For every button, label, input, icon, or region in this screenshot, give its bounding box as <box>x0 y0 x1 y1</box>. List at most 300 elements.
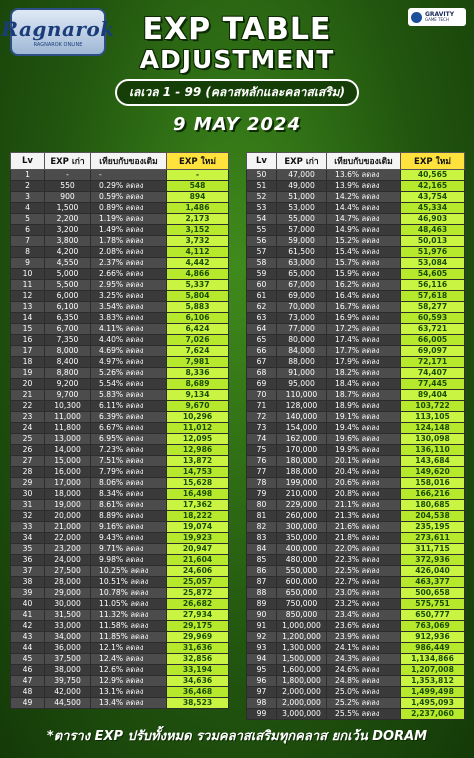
new-exp-cell: 500,658 <box>401 588 465 599</box>
level-cell: 76 <box>247 456 277 467</box>
old-exp-cell: 1,000,000 <box>277 621 327 632</box>
old-exp-cell: 61,500 <box>277 247 327 258</box>
table-row <box>11 676 229 687</box>
table-row <box>247 390 465 401</box>
level-cell: 49 <box>11 698 45 709</box>
new-exp-cell: 57,618 <box>401 291 465 302</box>
change-cell: 17.7% ลดลง <box>327 346 401 357</box>
change-cell: 11.05% ลดลง <box>91 599 167 610</box>
level-cell: 96 <box>247 676 277 687</box>
table-row <box>11 500 229 511</box>
new-exp-cell: 235,195 <box>401 522 465 533</box>
table-row <box>11 555 229 566</box>
old-exp-cell: 9,700 <box>45 390 91 401</box>
old-exp-cell: 229,000 <box>277 500 327 511</box>
change-cell: 3.54% ลดลง <box>91 302 167 313</box>
level-cell: 56 <box>247 236 277 247</box>
old-exp-cell: 650,000 <box>277 588 327 599</box>
header-old-exp: EXP เก่า <box>277 153 327 170</box>
change-cell: 2.95% ลดลง <box>91 280 167 291</box>
level-cell: 61 <box>247 291 277 302</box>
table-row <box>247 302 465 313</box>
change-cell: 14.9% ลดลง <box>327 225 401 236</box>
change-cell: 8.89% ลดลง <box>91 511 167 522</box>
new-exp-cell: 21,604 <box>167 555 229 566</box>
change-cell: 7.79% ลดลง <box>91 467 167 478</box>
new-exp-cell: 89,404 <box>401 390 465 401</box>
new-exp-cell: 50,013 <box>401 236 465 247</box>
table-row <box>247 280 465 291</box>
change-cell: 25.0% ลดลง <box>327 687 401 698</box>
old-exp-cell: 38,000 <box>45 665 91 676</box>
new-exp-cell: 25,872 <box>167 588 229 599</box>
level-cell: 81 <box>247 511 277 522</box>
new-exp-cell: 463,377 <box>401 577 465 588</box>
level-cell: 6 <box>11 225 45 236</box>
old-exp-cell: 53,000 <box>277 203 327 214</box>
level-cell: 68 <box>247 368 277 379</box>
change-cell: 23.6% ลดลง <box>327 621 401 632</box>
table-row <box>247 192 465 203</box>
change-cell: 14.2% ลดลง <box>327 192 401 203</box>
old-exp-cell: 550,000 <box>277 566 327 577</box>
new-exp-cell: 912,936 <box>401 632 465 643</box>
level-cell: 28 <box>11 467 45 478</box>
table-row <box>247 632 465 643</box>
change-cell: 5.54% ลดลง <box>91 379 167 390</box>
old-exp-cell: 65,000 <box>277 269 327 280</box>
change-cell: 16.4% ลดลง <box>327 291 401 302</box>
change-cell: 2.08% ลดลง <box>91 247 167 258</box>
level-cell: 45 <box>11 654 45 665</box>
table-row <box>11 643 229 654</box>
change-cell: 12.1% ลดลง <box>91 643 167 654</box>
new-exp-cell: 19,923 <box>167 533 229 544</box>
old-exp-cell: 400,000 <box>277 544 327 555</box>
new-exp-cell: 986,449 <box>401 643 465 654</box>
table-row <box>247 654 465 665</box>
change-cell: 18.9% ลดลง <box>327 401 401 412</box>
old-exp-cell: 67,000 <box>277 280 327 291</box>
gravity-name: GRAVITY <box>425 11 455 18</box>
new-exp-cell: 2,237,060 <box>401 709 465 720</box>
new-exp-cell: 6,106 <box>167 313 229 324</box>
old-exp-cell: 8,800 <box>45 368 91 379</box>
old-exp-cell: 6,700 <box>45 324 91 335</box>
new-exp-cell: 51,976 <box>401 247 465 258</box>
old-exp-cell: 29,000 <box>45 588 91 599</box>
old-exp-cell: 11,000 <box>45 412 91 423</box>
new-exp-cell: 24,606 <box>167 566 229 577</box>
change-cell: 9.71% ลดลง <box>91 544 167 555</box>
table-row <box>11 544 229 555</box>
level-cell: 14 <box>11 313 45 324</box>
new-exp-cell: 27,934 <box>167 610 229 621</box>
old-exp-cell: 23,200 <box>45 544 91 555</box>
new-exp-cell: 372,936 <box>401 555 465 566</box>
new-exp-cell: 32,856 <box>167 654 229 665</box>
new-exp-cell: 4,442 <box>167 258 229 269</box>
table-row <box>247 423 465 434</box>
change-cell: 7.23% ลดลง <box>91 445 167 456</box>
level-cell: 57 <box>247 247 277 258</box>
old-exp-cell: 21,000 <box>45 522 91 533</box>
new-exp-cell: 130,098 <box>401 434 465 445</box>
header-old-exp: EXP เก่า <box>45 153 91 170</box>
footnote: *ตาราง EXP ปรับทั้งหมด รวมคลาสเสริมทุกคลาส ยกเว้น DORAM <box>46 729 428 744</box>
old-exp-cell: 4,200 <box>45 247 91 258</box>
old-exp-cell: 5,500 <box>45 280 91 291</box>
table-row <box>11 467 229 478</box>
level-cell: 99 <box>247 709 277 720</box>
level-cell: 54 <box>247 214 277 225</box>
old-exp-cell: 188,000 <box>277 467 327 478</box>
table-row <box>11 489 229 500</box>
new-exp-cell: 204,538 <box>401 511 465 522</box>
change-cell: 18.2% ลดลง <box>327 368 401 379</box>
level-cell: 48 <box>11 687 45 698</box>
change-cell: 10.78% ลดลง <box>91 588 167 599</box>
table-row <box>247 676 465 687</box>
old-exp-cell: 260,000 <box>277 511 327 522</box>
old-exp-cell: 14,000 <box>45 445 91 456</box>
level-cell: 3 <box>11 192 45 203</box>
old-exp-cell: - <box>45 170 91 181</box>
old-exp-cell: 210,000 <box>277 489 327 500</box>
change-cell: 17.9% ลดลง <box>327 357 401 368</box>
new-exp-cell: 31,636 <box>167 643 229 654</box>
table-row <box>11 236 229 247</box>
new-exp-cell: 54,605 <box>401 269 465 280</box>
change-cell: 24.8% ลดลง <box>327 676 401 687</box>
level-cell: 78 <box>247 478 277 489</box>
level-cell: 39 <box>11 588 45 599</box>
table-row <box>247 247 465 258</box>
new-exp-cell: 763,069 <box>401 621 465 632</box>
level-cell: 5 <box>11 214 45 225</box>
new-exp-cell: 3,152 <box>167 225 229 236</box>
level-cell: 89 <box>247 599 277 610</box>
level-cell: 42 <box>11 621 45 632</box>
change-cell: 3.83% ลดลง <box>91 313 167 324</box>
old-exp-cell: 110,000 <box>277 390 327 401</box>
change-cell: 4.11% ลดลง <box>91 324 167 335</box>
level-cell: 71 <box>247 401 277 412</box>
change-cell: 9.16% ลดลง <box>91 522 167 533</box>
old-exp-cell: 47,000 <box>277 170 327 181</box>
level-cell: 29 <box>11 478 45 489</box>
change-cell: 24.6% ลดลง <box>327 665 401 676</box>
old-exp-cell: 22,000 <box>45 533 91 544</box>
level-cell: 38 <box>11 577 45 588</box>
header-compare: เทียบกับของเดิม <box>91 153 167 170</box>
old-exp-cell: 3,000,000 <box>277 709 327 720</box>
new-exp-cell: 113,105 <box>401 412 465 423</box>
new-exp-cell: 273,611 <box>401 533 465 544</box>
change-cell: - <box>91 170 167 181</box>
level-cell: 41 <box>11 610 45 621</box>
new-exp-cell: 10,296 <box>167 412 229 423</box>
new-exp-cell: 38,523 <box>167 698 229 709</box>
new-exp-cell: 58,277 <box>401 302 465 313</box>
change-cell: 13.4% ลดลง <box>91 698 167 709</box>
table-row <box>11 401 229 412</box>
change-cell: 19.4% ลดลง <box>327 423 401 434</box>
new-exp-cell: 7,981 <box>167 357 229 368</box>
old-exp-cell: 8,000 <box>45 346 91 357</box>
change-cell: 13.6% ลดลง <box>327 170 401 181</box>
new-exp-cell: 56,116 <box>401 280 465 291</box>
level-cell: 35 <box>11 544 45 555</box>
change-cell: 6.11% ลดลง <box>91 401 167 412</box>
new-exp-cell: 7,624 <box>167 346 229 357</box>
level-cell: 50 <box>247 170 277 181</box>
table-row <box>247 313 465 324</box>
table-row <box>247 335 465 346</box>
old-exp-cell: 55,000 <box>277 214 327 225</box>
level-cell: 21 <box>11 390 45 401</box>
table-row <box>247 566 465 577</box>
level-cell: 11 <box>11 280 45 291</box>
title-block <box>0 11 474 135</box>
old-exp-cell: 2,000,000 <box>277 687 327 698</box>
change-cell: 4.69% ลดลง <box>91 346 167 357</box>
new-exp-cell: 143,684 <box>401 456 465 467</box>
change-cell: 9.43% ลดลง <box>91 533 167 544</box>
table-row <box>11 478 229 489</box>
level-cell: 60 <box>247 280 277 291</box>
header-new-exp: EXP ใหม่ <box>401 153 465 170</box>
level-cell: 15 <box>11 324 45 335</box>
table-row <box>247 533 465 544</box>
old-exp-cell: 28,000 <box>45 577 91 588</box>
new-exp-cell: 1,486 <box>167 203 229 214</box>
new-exp-cell: 36,468 <box>167 687 229 698</box>
table-row <box>247 269 465 280</box>
new-exp-cell: 20,947 <box>167 544 229 555</box>
old-exp-cell: 2,000,000 <box>277 698 327 709</box>
level-cell: 77 <box>247 467 277 478</box>
change-cell: 17.4% ลดลง <box>327 335 401 346</box>
change-cell: 16.7% ลดลง <box>327 302 401 313</box>
old-exp-cell: 77,000 <box>277 324 327 335</box>
header-lv: Lv <box>247 153 277 170</box>
table-row <box>11 390 229 401</box>
old-exp-cell: 95,000 <box>277 379 327 390</box>
level-cell: 69 <box>247 379 277 390</box>
table-row <box>247 225 465 236</box>
level-cell: 88 <box>247 588 277 599</box>
table-row <box>247 522 465 533</box>
change-cell: 11.85% ลดลง <box>91 632 167 643</box>
old-exp-cell: 300,000 <box>277 522 327 533</box>
old-exp-cell: 3,800 <box>45 236 91 247</box>
old-exp-cell: 18,000 <box>45 489 91 500</box>
old-exp-cell: 2,200 <box>45 214 91 225</box>
change-cell: 2.37% ลดลง <box>91 258 167 269</box>
level-cell: 98 <box>247 698 277 709</box>
new-exp-cell: 1,134,866 <box>401 654 465 665</box>
table-row <box>247 577 465 588</box>
change-cell: 6.95% ลดลง <box>91 434 167 445</box>
table-row <box>11 522 229 533</box>
table-row <box>11 214 229 225</box>
change-cell: 4.97% ลดลง <box>91 357 167 368</box>
level-cell: 58 <box>247 258 277 269</box>
new-exp-cell: 9,134 <box>167 390 229 401</box>
new-exp-cell: 7,026 <box>167 335 229 346</box>
change-cell: 20.6% ลดลง <box>327 478 401 489</box>
announcement-date: 9 MAY 2024 <box>173 114 301 135</box>
new-exp-cell: 77,445 <box>401 379 465 390</box>
level-cell: 18 <box>11 357 45 368</box>
level-cell: 90 <box>247 610 277 621</box>
table-row <box>247 236 465 247</box>
new-exp-cell: 19,074 <box>167 522 229 533</box>
old-exp-cell: 1,800,000 <box>277 676 327 687</box>
level-cell: 94 <box>247 654 277 665</box>
table-row <box>247 203 465 214</box>
old-exp-cell: 600,000 <box>277 577 327 588</box>
level-cell: 80 <box>247 500 277 511</box>
change-cell: 2.66% ลดลง <box>91 269 167 280</box>
old-exp-cell: 24,000 <box>45 555 91 566</box>
change-cell: 15.9% ลดลง <box>327 269 401 280</box>
table-row <box>247 170 465 181</box>
old-exp-cell: 140,000 <box>277 412 327 423</box>
change-cell: 24.3% ลดลง <box>327 654 401 665</box>
old-exp-cell: 550 <box>45 181 91 192</box>
table-row <box>247 346 465 357</box>
change-cell: 14.7% ลดลง <box>327 214 401 225</box>
level-cell: 32 <box>11 511 45 522</box>
table-row <box>11 170 229 181</box>
level-cell: 66 <box>247 346 277 357</box>
level-cell: 46 <box>11 665 45 676</box>
change-cell: 23.9% ลดลง <box>327 632 401 643</box>
old-exp-cell: 16,000 <box>45 467 91 478</box>
new-exp-cell: 8,689 <box>167 379 229 390</box>
level-cell: 47 <box>11 676 45 687</box>
level-cell: 19 <box>11 368 45 379</box>
old-exp-cell: 11,800 <box>45 423 91 434</box>
table-row <box>11 588 229 599</box>
old-exp-cell: 88,000 <box>277 357 327 368</box>
change-cell: 6.67% ลดลง <box>91 423 167 434</box>
table-row <box>11 357 229 368</box>
table-row <box>247 434 465 445</box>
level-cell: 36 <box>11 555 45 566</box>
change-cell: 9.98% ลดลง <box>91 555 167 566</box>
level-cell: 62 <box>247 302 277 313</box>
new-exp-cell: 548 <box>167 181 229 192</box>
new-exp-cell: 426,040 <box>401 566 465 577</box>
level-cell: 20 <box>11 379 45 390</box>
old-exp-cell: 37,500 <box>45 654 91 665</box>
table-row <box>11 368 229 379</box>
old-exp-cell: 900 <box>45 192 91 203</box>
old-exp-cell: 13,000 <box>45 434 91 445</box>
new-exp-cell: 33,194 <box>167 665 229 676</box>
change-cell: 16.9% ลดลง <box>327 313 401 324</box>
header-new-exp: EXP ใหม่ <box>167 153 229 170</box>
change-cell: 10.25% ลดลง <box>91 566 167 577</box>
change-cell: 0.89% ลดลง <box>91 203 167 214</box>
change-cell: 11.58% ลดลง <box>91 621 167 632</box>
change-cell: 20.8% ลดลง <box>327 489 401 500</box>
title-line-1: EXP TABLE <box>142 12 332 47</box>
change-cell: 25.5% ลดลง <box>327 709 401 720</box>
table-row <box>11 456 229 467</box>
table-row <box>11 225 229 236</box>
level-cell: 10 <box>11 269 45 280</box>
change-cell: 6.39% ลดลง <box>91 412 167 423</box>
change-cell: 23.4% ลดลง <box>327 610 401 621</box>
level-cell: 70 <box>247 390 277 401</box>
new-exp-cell: 9,670 <box>167 401 229 412</box>
new-exp-cell: 158,016 <box>401 478 465 489</box>
old-exp-cell: 3,200 <box>45 225 91 236</box>
new-exp-cell: 29,175 <box>167 621 229 632</box>
level-cell: 75 <box>247 445 277 456</box>
table-row <box>247 258 465 269</box>
old-exp-cell: 59,000 <box>277 236 327 247</box>
change-cell: 11.32% ลดลง <box>91 610 167 621</box>
table-row <box>11 280 229 291</box>
table-row <box>247 665 465 676</box>
old-exp-cell: 170,000 <box>277 445 327 456</box>
change-cell: 21.6% ลดลง <box>327 522 401 533</box>
table-row <box>247 500 465 511</box>
new-exp-cell: 26,682 <box>167 599 229 610</box>
header-compare: เทียบกับของเดิม <box>327 153 401 170</box>
change-cell: 13.9% ลดลง <box>327 181 401 192</box>
change-cell: 17.2% ลดลง <box>327 324 401 335</box>
old-exp-cell: 27,500 <box>45 566 91 577</box>
level-cell: 40 <box>11 599 45 610</box>
table-row <box>247 489 465 500</box>
change-cell: 21.1% ลดลง <box>327 500 401 511</box>
old-exp-cell: 8,400 <box>45 357 91 368</box>
table-row <box>11 632 229 643</box>
old-exp-cell: 42,000 <box>45 687 91 698</box>
new-exp-cell: 12,986 <box>167 445 229 456</box>
new-exp-cell: 29,969 <box>167 632 229 643</box>
level-cell: 52 <box>247 192 277 203</box>
change-cell: 22.3% ลดลง <box>327 555 401 566</box>
old-exp-cell: 6,100 <box>45 302 91 313</box>
logo-subtext: RAGNAROK ONLINE <box>33 41 83 48</box>
old-exp-cell: 80,000 <box>277 335 327 346</box>
new-exp-cell: 166,216 <box>401 489 465 500</box>
old-exp-cell: 30,000 <box>45 599 91 610</box>
new-exp-cell: 34,636 <box>167 676 229 687</box>
table-row <box>247 511 465 522</box>
change-cell: 1.49% ลดลง <box>91 225 167 236</box>
new-exp-cell: 45,334 <box>401 203 465 214</box>
table-row <box>247 643 465 654</box>
new-exp-cell: - <box>167 170 229 181</box>
old-exp-cell: 180,000 <box>277 456 327 467</box>
change-cell: 21.8% ลดลง <box>327 533 401 544</box>
old-exp-cell: 7,350 <box>45 335 91 346</box>
level-cell: 16 <box>11 335 45 346</box>
new-exp-cell: 575,751 <box>401 599 465 610</box>
table-row <box>11 610 229 621</box>
old-exp-cell: 63,000 <box>277 258 327 269</box>
level-cell: 34 <box>11 533 45 544</box>
level-cell: 83 <box>247 533 277 544</box>
